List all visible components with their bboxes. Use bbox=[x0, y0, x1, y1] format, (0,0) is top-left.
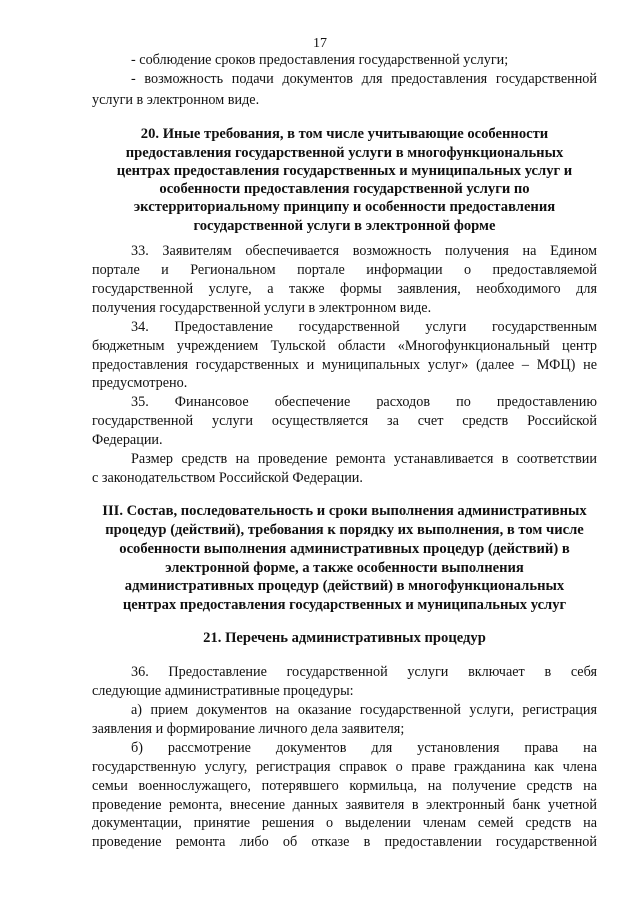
paragraph-line: б) рассмотрение документов для установления права на bbox=[131, 740, 597, 756]
paragraph-line: проведение ремонта либо об отказе в предоставлении государственной bbox=[92, 834, 597, 850]
paragraph-line: государственной услуге, а также формы заявления, необходимого для bbox=[92, 281, 597, 297]
section-heading-line: центрах предоставления государственных и муниципальных услуг и bbox=[116, 163, 573, 179]
section-heading-line: административных процедур (действий) в многофункциональных bbox=[124, 578, 565, 594]
paragraph-line: предоставления государственных и муниципальных услуг» (далее – МФЦ) не bbox=[92, 357, 597, 373]
paragraph-line: семьи военнослужащего, потерявшего кормильца, на получение средств на bbox=[92, 778, 597, 794]
section-heading-line: государственной услуги в электронной форме bbox=[193, 218, 496, 234]
section-heading-line: процедур (действий), требования к порядку их выполнения, в том числе bbox=[105, 522, 584, 538]
section-heading-line: центрах предоставления государственных и муниципальных услуг bbox=[122, 597, 567, 613]
paragraph-line: портале и Региональном портале информации о предоставляемой bbox=[92, 262, 597, 278]
section-heading-line: особенности предоставления государственной услуги по bbox=[159, 181, 530, 197]
paragraph-line: следующие административные процедуры: bbox=[92, 683, 354, 699]
paragraph-line: услуги в электронном виде. bbox=[92, 92, 260, 108]
paragraph-line: Размер средств на проведение ремонта устанавливается в соответствии bbox=[131, 451, 597, 467]
paragraph-line: а) прием документов на оказание государственной услуги, регистрация bbox=[131, 702, 597, 718]
paragraph-line: государственную услугу, регистрация справок о праве гражданина как члена bbox=[92, 759, 597, 775]
page-number: 17 bbox=[313, 36, 327, 51]
paragraph-line: документации, принятие решения о выделении членам семей средств на bbox=[92, 815, 597, 831]
paragraph-line: 33. Заявителям обеспечивается возможность получения на Едином bbox=[131, 243, 597, 259]
paragraph-line: 35. Финансовое обеспечение расходов по предоставлению bbox=[131, 394, 597, 410]
paragraph-line: заявления и формирование личного дела заявителя; bbox=[92, 721, 405, 737]
section-heading-line: особенности выполнения административных процедур (действий) в bbox=[119, 541, 570, 557]
section-heading-line: 21. Перечень административных процедур bbox=[203, 630, 486, 646]
section-heading-line: экстерриториальному принципу и особенности предоставления bbox=[133, 199, 556, 215]
section-heading-line: предоставления государственной услуги в многофункциональных bbox=[125, 145, 564, 161]
paragraph-line: - возможность подачи документов для предоставления государственной bbox=[131, 71, 597, 87]
paragraph-line: получения государственной услуги в электронном виде. bbox=[92, 300, 432, 316]
paragraph-line: 36. Предоставление государственной услуги включает в себя bbox=[131, 664, 597, 680]
paragraph-line: проведение ремонта, внесение данных заявителя в электронный банк учетной bbox=[92, 797, 597, 813]
paragraph-line: Федерации. bbox=[92, 432, 163, 448]
paragraph-line: государственной услуги осуществляется за счет средств Российской bbox=[92, 413, 597, 429]
section-heading-line: 20. Иные требования, в том числе учитывающие особенности bbox=[140, 126, 549, 142]
section-heading-line: III. Состав, последовательность и сроки выполнения административных bbox=[102, 503, 587, 519]
paragraph-line: с законодательством Российской Федерации. bbox=[92, 470, 363, 486]
paragraph-line: - соблюдение сроков предоставления государственной услуги; bbox=[131, 52, 509, 68]
section-heading-line: электронной форме, а также особенности выполнения bbox=[165, 560, 524, 576]
paragraph-line: предусмотрено. bbox=[92, 375, 188, 391]
paragraph-line: бюджетным учреждением Тульской области «Многофункциональный центр bbox=[92, 338, 597, 354]
paragraph-line: 34. Предоставление государственной услуги государственным bbox=[131, 319, 597, 335]
